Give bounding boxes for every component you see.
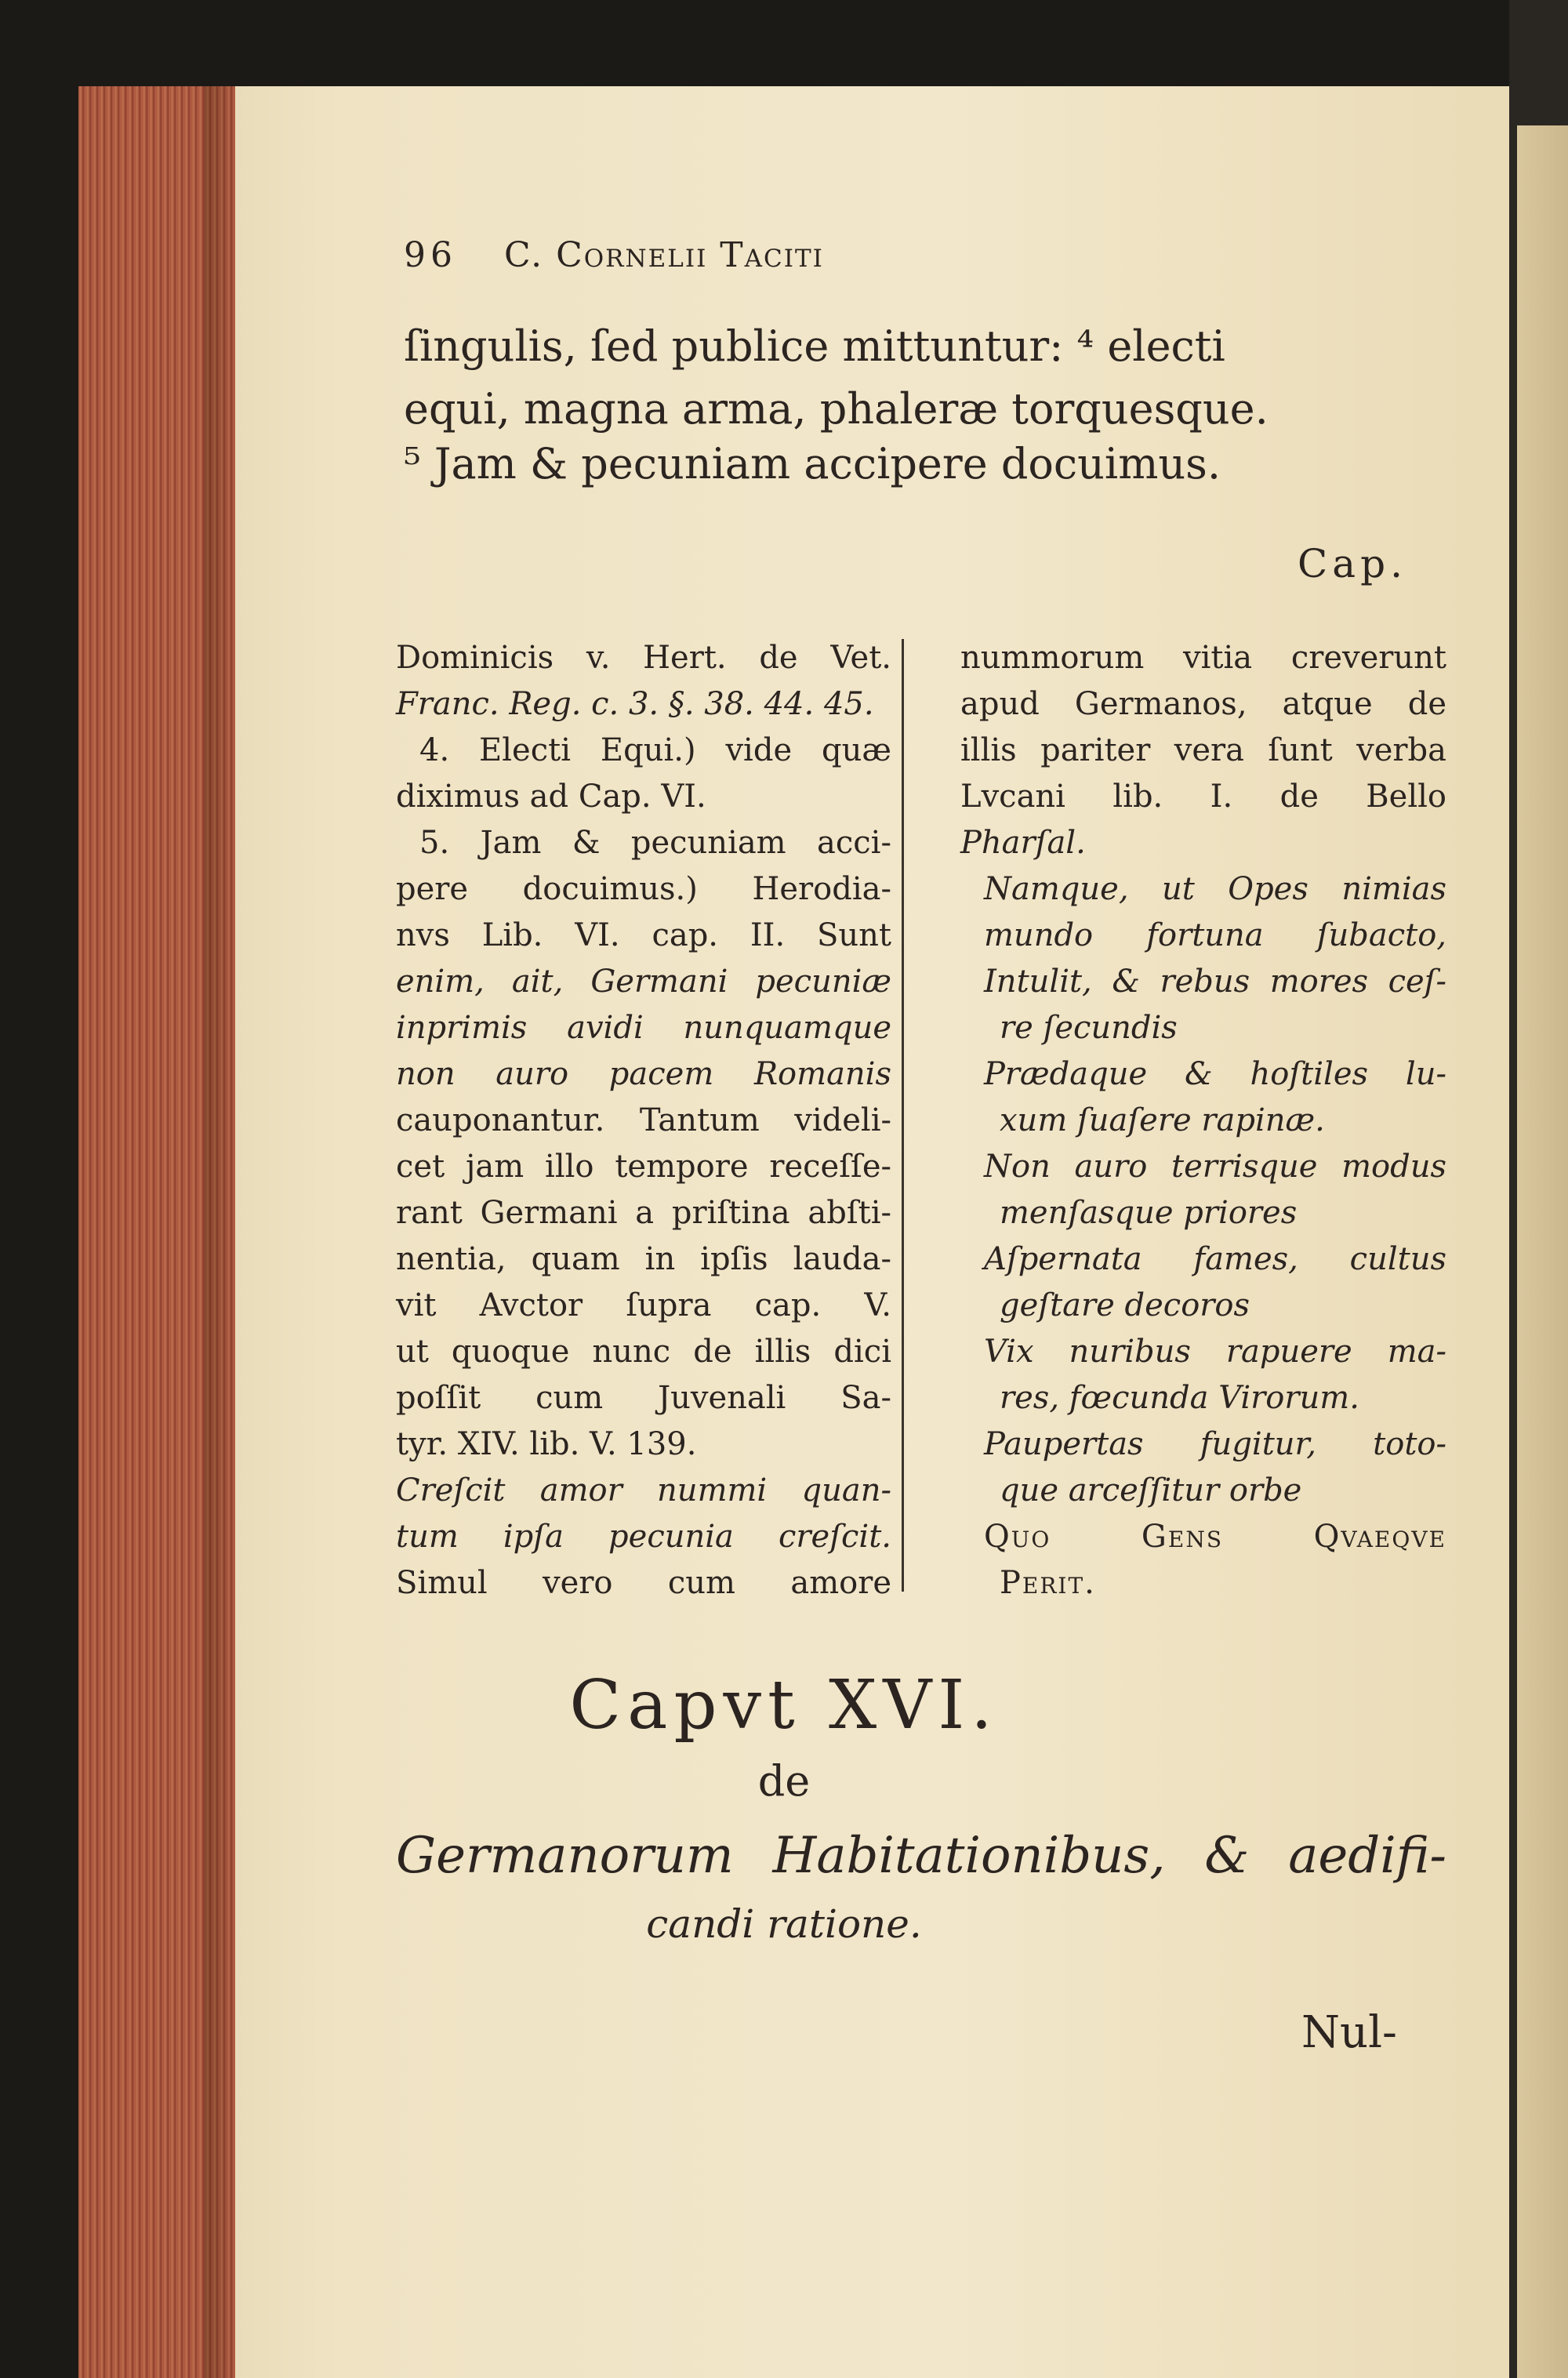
running-head: [404, 235, 824, 275]
running-title: C. Cornelii Taciti: [504, 235, 824, 275]
chapter-subtitle-line2: candi ratione.: [646, 1901, 922, 1947]
note-line: 5. Jam & pecuniam acci-: [419, 825, 891, 861]
chapter-heading: Capvt XVI.: [569, 1666, 999, 1744]
note-line: ut quoque nunc de illis dici: [396, 1334, 891, 1370]
note-line: 4. Electi Equi.) vide quæ: [419, 732, 891, 768]
note-line: pere docuimus.) Herodia-: [396, 871, 891, 907]
catchword-top: Cap.: [1298, 541, 1407, 586]
note-line: xum ſuaſere rapinæ.: [1000, 1102, 1325, 1138]
note-line: rant Germani a priſtina abſti-: [396, 1195, 891, 1231]
notes-left-column: [396, 635, 891, 1607]
note-line: Non auro terrisque modus: [984, 1149, 1446, 1185]
note-line: vit Avctor ſupra cap. V.: [396, 1287, 891, 1323]
note-line: cet jam illo tempore receſſe-: [396, 1149, 891, 1185]
note-line: que arceſſitur orbe: [1000, 1472, 1302, 1508]
note-line: Lvcani lib. I. de Bello: [960, 779, 1446, 815]
note-line: cauponantur. Tantum videli-: [396, 1102, 891, 1138]
note-line: Paupertas fugitur, toto-: [984, 1426, 1446, 1462]
note-line: tum ipſa pecunia creſcit.: [396, 1519, 891, 1555]
note-line: Perit.: [1000, 1565, 1096, 1601]
note-line: Vix nuribus rapuere ma-: [984, 1334, 1446, 1370]
note-line: mundo fortuna ſubacto,: [984, 917, 1446, 953]
chapter-de: de: [757, 1756, 811, 1806]
note-line: apud Germanos, atque de: [960, 686, 1446, 722]
note-line: Creſcit amor nummi quan-: [396, 1472, 891, 1508]
page-number: 96: [404, 235, 457, 275]
main-text-line: equi, magna arma, phaleræ torquesque.: [404, 384, 1269, 434]
column-divider: [902, 639, 904, 1592]
note-line: Simul vero cum amore: [396, 1565, 891, 1601]
note-line: Quo Gens Qvaeqve: [984, 1519, 1446, 1555]
note-line: inprimis avidi nunquamque: [396, 1010, 891, 1046]
catchword-bottom: Nul-: [1301, 2007, 1397, 2058]
note-line: geſtare decoros: [1000, 1287, 1250, 1323]
note-line: Franc. Reg. c. 3. §. 38. 44. 45.: [396, 686, 874, 722]
note-line: nentia, quam in ipſis lauda-: [396, 1241, 891, 1277]
note-line: Intulit, & rebus mores ceſ-: [984, 964, 1446, 1000]
note-line: re ſecundis: [1000, 1010, 1178, 1046]
next-page-sliver: [1517, 125, 1568, 2378]
chapter-subtitle-line1: Germanorum Habitationibus, & aedifi-: [396, 1827, 1446, 1885]
note-line: diximus ad Cap. VI.: [396, 779, 706, 815]
note-line: enim, ait, Germani pecuniæ: [396, 964, 891, 1000]
notes-right-column: [960, 635, 1446, 1607]
note-line: Aſpernata fames, cultus: [984, 1241, 1446, 1277]
note-line: menſasque priores: [1000, 1195, 1298, 1231]
note-line: poſſit cum Juvenali Sa-: [396, 1380, 891, 1416]
main-text-line: ⁵ Jam & pecuniam accipere docuimus.: [404, 439, 1221, 488]
note-line: Pharſal.: [960, 825, 1086, 861]
note-line: nummorum vitia creverunt: [960, 640, 1446, 676]
note-line: res, fœcunda Virorum.: [1000, 1380, 1359, 1416]
note-line: Dominicis v. Hert. de Vet.: [396, 640, 891, 676]
main-text-line: ſingulis, ſed publice mittuntur: ⁴ electi: [404, 321, 1225, 371]
note-line: illis pariter vera ſunt verba: [960, 732, 1446, 768]
note-line: Namque, ut Opes nimias: [984, 871, 1446, 907]
page-edge-gilt: [78, 86, 235, 2378]
note-line: tyr. XIV. lib. V. 139.: [396, 1426, 697, 1462]
note-line: nvs Lib. VI. cap. II. Sunt: [396, 917, 891, 953]
note-line: non auro pacem Romanis: [396, 1056, 891, 1092]
note-line: Prædaque & hoſtiles lu-: [984, 1056, 1446, 1092]
